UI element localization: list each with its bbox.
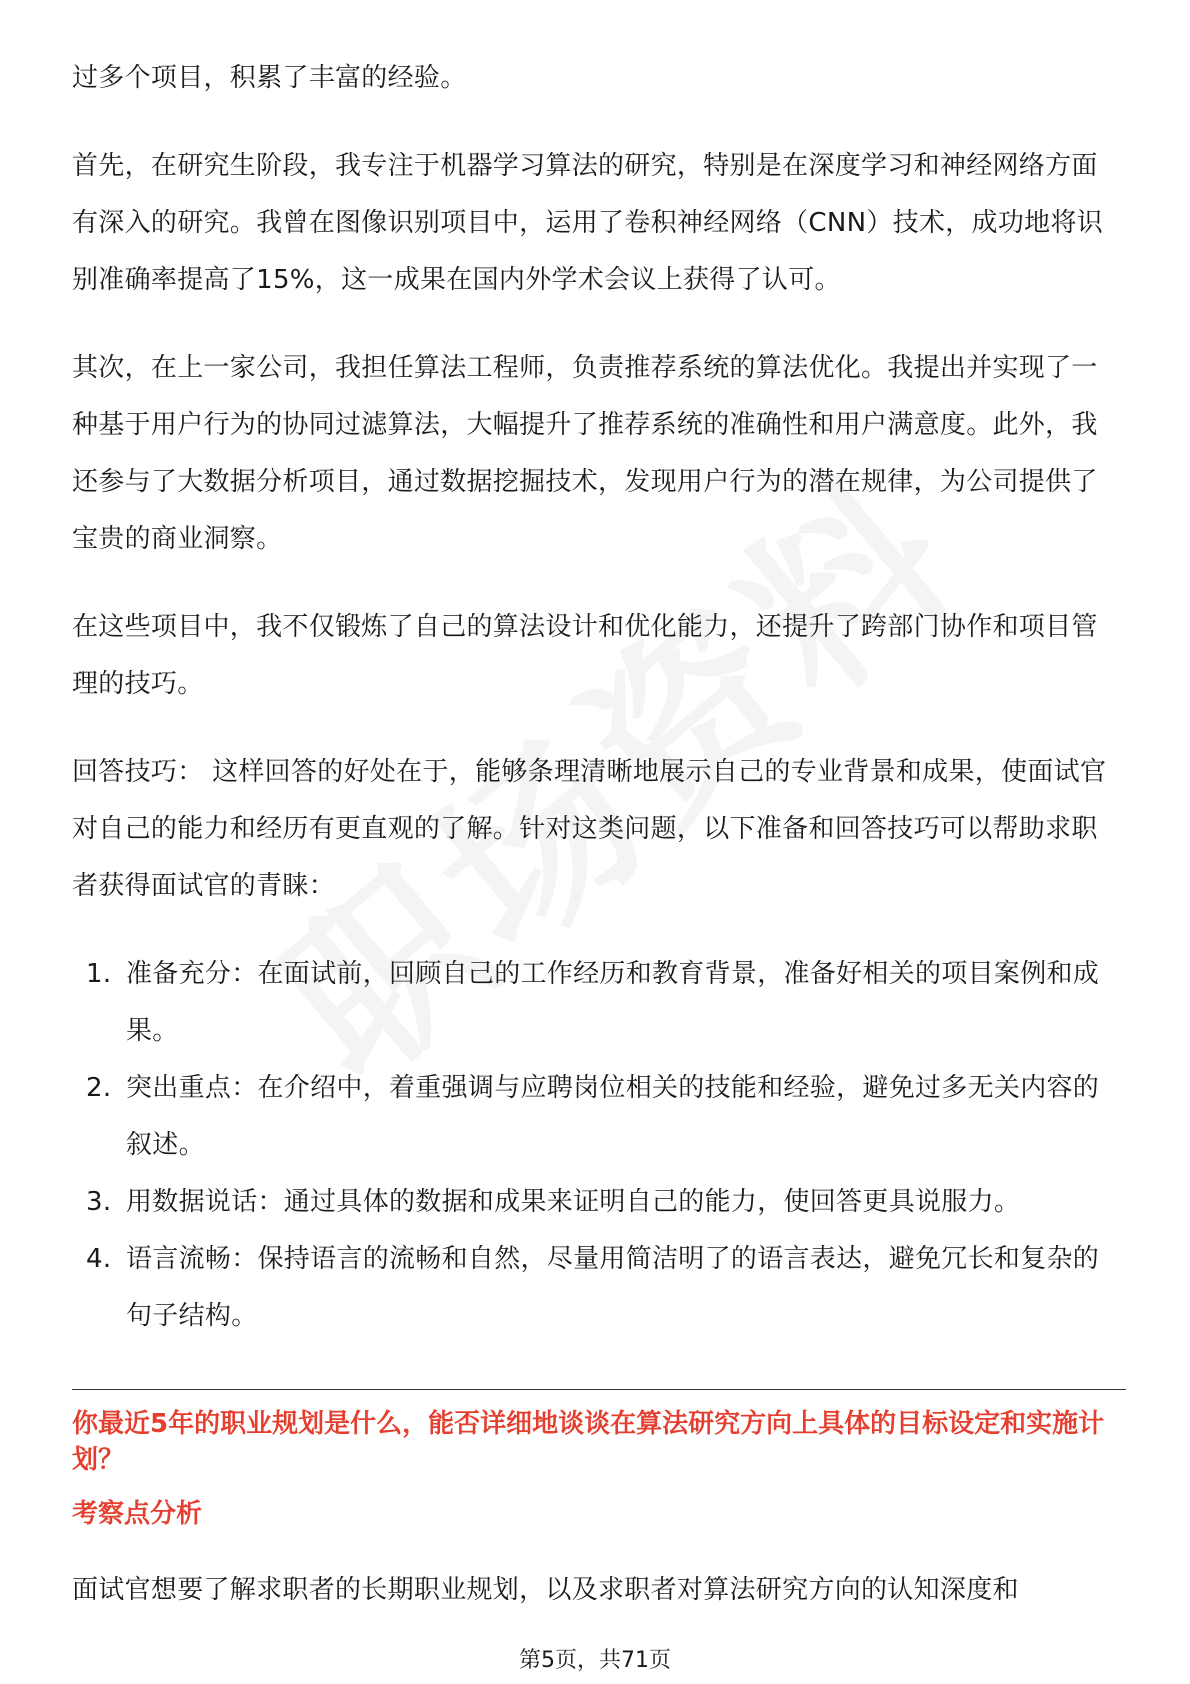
document-body [72, 50, 1122, 1619]
interview-question: 你最近5年的职业规划是什么，能否详细地谈谈在算法研究方向上具体的目标设定和实施计划？ [72, 1409, 1105, 1475]
list-item-text: 准备充分：在面试前，回顾自己的工作经历和教育背景，准备好相关的项目案例和成果。 [126, 959, 1100, 1046]
paragraph-previous-job: 其次，在上一家公司，我担任算法工程师，负责推荐系统的算法优化。我提出并实现了一种基于用户行为的协同过滤算法，大幅提升了推荐系统的准确性和用户满意度。此外，我还参与了大数据分析项目，通过数据挖掘技术，发现用户行为的潜在规律，为公司提供了宝贵的商业洞察。 [72, 353, 1098, 554]
list-item-text: 突出重点：在介绍中，着重强调与应聘岗位相关的技能和经验，避免过多无关内容的叙述。 [126, 1073, 1100, 1160]
paragraph-intro-tail: 过多个项目，积累了丰富的经验。 [72, 63, 467, 93]
page-number: 第5页，共71页 [519, 1648, 671, 1673]
list-item-number: 2. [86, 1073, 112, 1103]
paragraph-answer-tips: 回答技巧： 这样回答的好处在于，能够条理清晰地展示自己的专业背景和成果，使面试官对自己的能力和经历有更直观的了解。针对这类问题，以下准备和回答技巧可以帮助求职者获得面试官的青睐： [72, 757, 1107, 901]
paragraph-skills-gained: 在这些项目中，我不仅锻炼了自己的算法设计和优化能力，还提升了跨部门协作和项目管理的技巧。 [72, 612, 1098, 699]
list-item-number: 4. [86, 1244, 112, 1274]
list-item [72, 946, 1122, 1060]
list-item-text: 用数据说话：通过具体的数据和成果来证明自己的能力，使回答更具说服力。 [126, 1187, 1021, 1217]
list-item [72, 1231, 1122, 1345]
list-item [72, 1060, 1122, 1174]
section-divider [72, 1389, 1126, 1390]
list-item-number: 1. [86, 959, 112, 989]
tips-list [72, 946, 1122, 1345]
paragraph-analysis: 面试官想要了解求职者的长期职业规划，以及求职者对算法研究方向的认知深度和 [72, 1575, 1019, 1605]
list-item-number: 3. [86, 1187, 112, 1217]
list-item-text: 语言流畅：保持语言的流畅和自然，尽量用简洁明了的语言表达，避免冗长和复杂的句子结构。 [126, 1244, 1100, 1331]
paragraph-graduate-research: 首先，在研究生阶段，我专注于机器学习算法的研究，特别是在深度学习和神经网络方面有深入的研究。我曾在图像识别项目中，运用了卷积神经网络（CNN）技术，成功地将识别准确率提高了15%，这一成果在国内外学术会议上获得了认可。 [72, 151, 1104, 295]
list-item [72, 1174, 1122, 1231]
section-heading: 考察点分析 [72, 1499, 203, 1529]
